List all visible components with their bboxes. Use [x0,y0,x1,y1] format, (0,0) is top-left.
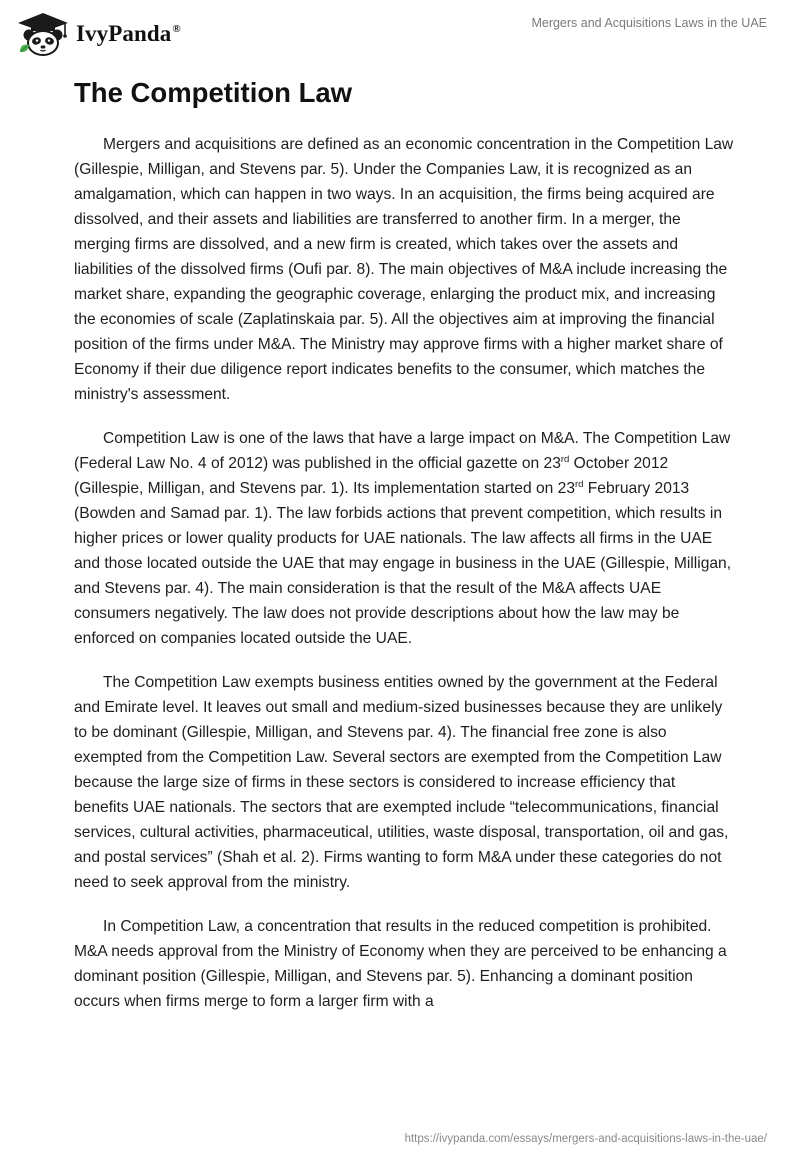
running-title: Mergers and Acquisitions Laws in the UAE [531,16,767,30]
page-header [0,0,800,70]
paragraph [74,426,734,651]
article-body [74,76,734,1033]
paragraph-text: October 2012 (Gillespie, Milligan, and Stevens par. 1). Its implementation started on 23 [74,455,669,497]
brand-name: IvyPanda® [76,21,181,46]
ordinal-suffix: rd [575,478,584,490]
paragraph: Mergers and acquisitions are defined as an economic concentration in the Competition Law (Gillespie, Milligan, and Stevens par. 5). Under the Companies Law, it is recognized as an amalgamation, which can happen in two ways. In an acquisition, the firms being acquired are dissolved, and their assets and liabilities are transferred to another firm. In a merger, the merging firms are dissolved, and a new firm is created, which takes over the assets and liabilities of the dissolved firms (Oufi par. 8). The main objectives of M&A include increasing the market share, expanding the geographic coverage, enlarging the product mix, and increasing the economies of scale (Zaplatinskaia par. 5). All the objectives aim at improving the financial position of the firms under M&A. The Ministry may approve firms with a higher market share of Economy if their due diligence report indicates benefits to the consumer, which matches the ministry's assessment. [74,136,734,403]
paragraph-text: February 2013 (Bowden and Samad par. 1). The law forbids actions that prevent competition, which results in higher prices or lower quality products for UAE nationals. The law affects all firms in the UAE and those located outside the UAE that may engage in business in the UAE (Gillespie, Milligan, and Stevens par. 4). The main consideration is that the result of the M&A affects UAE consumers negatively. The law does not provide descriptions about how the law may be enforced on companies located outside the UAE. [74,480,732,647]
panda-graduate-icon [16,12,70,56]
paragraph: The Competition Law exempts business entities owned by the government at the Federal and Emirate level. It leaves out small and medium-sized businesses because they are unlikely to be dominant (Gillespie, Milligan, and Stevens par. 4). The financial free zone is also exempted from the Competition Law. Several sectors are exempted from the Competition Law because the large size of firms in these sectors is considered to increase efficiency that benefits UAE nationals. The sectors that are exempted include “telecommunications, financial services, cultural activities, pharmaceutical, utilities, waste disposal, transportation, oil and gas, and postal services” (Shah et al. 2). Firms wanting to form M&A under these categories do not need to seek approval from the ministry. [74,674,729,891]
paragraph-text: Competition Law is one of the laws that have a large impact on M&A. The Competition Law (Federal Law No. 4 of 2012) was published in the official gazette on 23 [74,430,731,472]
section-title: The Competition Law [74,77,353,108]
source-url[interactable]: https://ivypanda.com/essays/mergers-and-acquisitions-laws-in-the-uae/ [404,1133,767,1145]
paragraph: In Competition Law, a concentration that results in the reduced competition is prohibited. M&A needs approval from the Ministry of Economy when they are perceived to be enhancing a dominant position (Gillespie, Milligan, and Stevens par. 5). Enhancing a dominant position occurs when firms merge to form a larger firm with a [74,918,727,1010]
ordinal-suffix: rd [560,453,570,465]
brand-logo[interactable] [16,12,181,56]
registered-mark: ® [172,23,181,35]
